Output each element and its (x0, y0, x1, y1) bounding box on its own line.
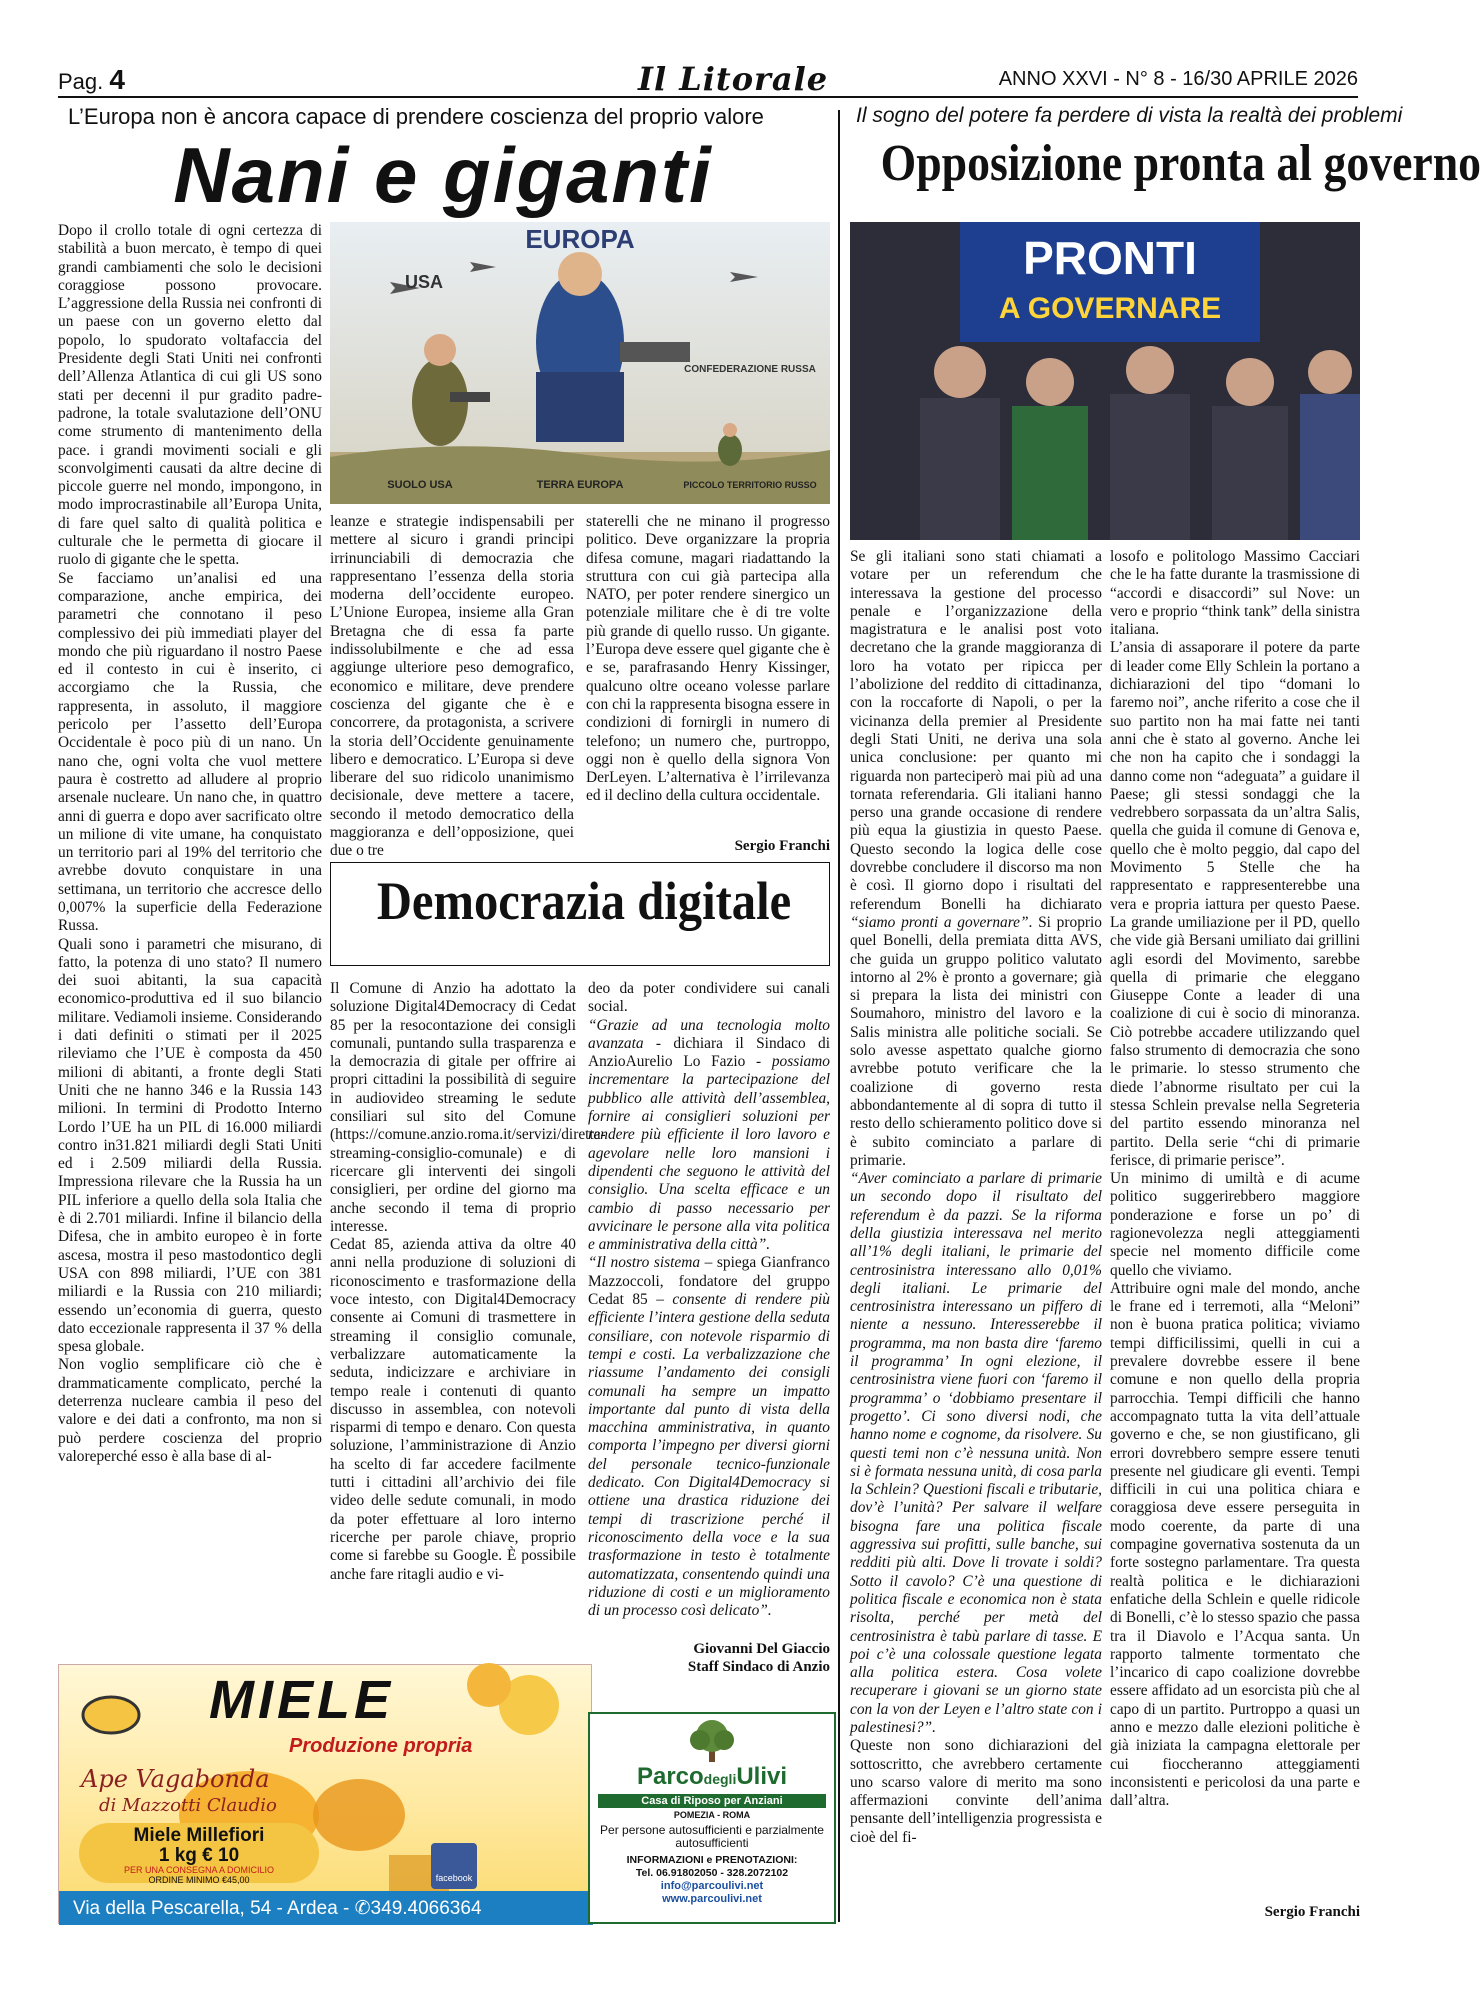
article1-cartoon (330, 222, 830, 504)
ad-miele-subtitle: Produzione propria (289, 1735, 473, 1757)
cartoon-ground-russia: PICCOLO TERRITORIO RUSSO (683, 480, 817, 490)
ad-parco-email[interactable]: info@parcoulivi.net (660, 1880, 764, 1892)
cartoon-label-usa: USA (404, 272, 444, 292)
page-header (58, 60, 1358, 98)
article2-signature: Giovanni Del Giaccio Staff Sindaco di Anzio (687, 1641, 830, 1675)
ad-parco-desc: Per persone autosufficienti e parzialmente autosufficienti (600, 1823, 824, 1850)
article3-signature: Sergio Franchi (1264, 1904, 1360, 1920)
article3-kicker: Il sogno del potere fa perdere di vista la realtà dei problemi (856, 104, 1403, 127)
article1-column-3: staterelli che ne minano il progresso politico. Deve organizzare la propria difesa comune, magari riadattando la struttura con cui già partecipa alla NATO, per poter rendere sinergico un potenziale militare che è di tre volte più grande di quello russo. Un gigante. l’Europa deve essere quel gigante che è e se, parafrasando Henry Kissinger, qualcuno oltre oceano volesse parlare con chi la rappresenta bisogna essere in condizioni di fornirgli in numero di telefono; un numero che, purtroppo, oggi non è quello della signora Von DerLeyen. L’alternativa è l’irrilevanza ed il declino della cultura occidentale. (586, 513, 830, 805)
article3-column-1: Se gli italiani sono stati chiamati a votare per un referendum che interessava la gestione del processo penale e l’organizzazione della magistratura e le analisi post voto decretano che la grande maggioranza di loro ha votato per ripicca per l’abolizione del reddito di cittadinanza, con la roccaforte di Napoli, o per la vicinanza della premier al Presidente degli Stati Uniti, ne deriva una sola unica conclusione: per quanto mi riguarda non parteciperò mai più ad una tornata referendaria. Gli italiani hanno perso una grande occasione di rendere più equa la giustizia in questo Paese. Questo secondo la logica delle cose dovrebbe concludere il discorso ma non è così. Il giorno dopo i risultati del referendum Bonelli ha dichiarato “siamo pronti a governare”. Si proprio quel Bonelli, della premiata ditta AVS, che guida un gruppo politico valutato intorno al 2% è pronto a governare; già si prepara la lista dei ministri con Soumahoro, ministro del lavoro e la Salis ministra alle politiche sociali. Se solo avesse aspettato qualche giorno avrebbe potuto verificare che la coalizione di governo resta abbondantemente al di sopra di tutto il resto dello schieramento politico dove si è subito cominciato a parlare di primarie. “Aver cominciato a parlare di primarie un secondo dopo il risultato del referendum è da pazzi. Se la riforma della giustizia interessava nel merito all’1% degli italiani, le primarie del centrosinistra interessano allo 0,01% degli italiani. Le primarie del centrosinistra interessano un piffero di niente a nessuno. Interesserebbe il programma, ma non basta dire ‘faremo il programma’ In ogni elezione, il centrosinistra viene fuori con ‘faremo il programma’ o ‘dobbiamo presentare il progetto’. Ci sono diversi nodi, che hanno nome e cognome, da risolvere. Su questi temi non c’è nessuna unità. Non si è formata nessuna unità, di cosa parla la Schlein? Questioni fiscali e tributarie, dov’è l’unità? Per salvare il welfare bisogna fare una politica fiscale aggressiva sui profitti, sulle banche, sui redditi più alti. Dove li trovate i soldi? Sotto il cavolo? C’è una questione di politica fiscale e economica non è stata risolta, perché per metà del centrosinistra è tabù parlare di tasse. E poi c’è una colossale questione legata alla politica estera. Cosa volete recuperare i giovani se un giorno state con la von der Leyen e l’altro state con i palestinesi?”. Queste non sono dichiarazioni del sottoscritto, che avrebbero certamente uno scarso valore di merito ma sono affermazioni convinte dell’anima pensante dell’intelligenzia progressista e cioè del fi- (850, 548, 1102, 1846)
ad-parco-phones: Tel. 06.91802050 - 328.2072102 (635, 1867, 789, 1879)
ad-parco-name: ParcodegliUlivi (636, 1763, 788, 1790)
article3-column-2: losofo e politologo Massimo Cacciari che le ha fatte durante la trasmissione di “accordi e disaccordi” sul Nove: un vero e proprio “think tank” della sinistra italiana. L’ansia di assaporare il potere da parte di leader come Elly Schlein la portano a dichiarazioni del tipo “domani lo faremo noi”, anche riferito a cose che il suo partito non ha mai fatte nei tanti anni che è stato al governo. Anche lei che non ha capito che i sondaggi la danno come non “adeguata” a guidare il Paese; gli stessi sondaggi che la vedrebbero sorpassata da un’altra Salis, quella che guida il comune di Genova e, quello che è molto peggio, dal capo del Movimento 5 Stelle che ha rappresentato e rappresenterebbe una vera e propria iattura per questo Paese. La grande umiliazione per il PD, quello che vide già Bersani umiliato dai grillini agli esordi del Movimento, sarebbe quella di primarie che eleggano Giuseppe Conte a leader di una coalizione di cui è socio di minoranza. Ciò potrebbe accadere utilizzando quel falso strumento di democrazia che sono le primarie. lo stesso strumento che diede l’abnorme risultato per cui la stessa Schlein prevalse nella Segreteria del partito essendo minoranza nel partito. Della serie “chi di primarie ferisce, di primarie perisce”. Un minimo di umiltà e di acume politico suggerirebbero maggiore ponderazione e forse un po’ di ragionevolezza negli atteggiamenti specie nel momento difficile come quello che viviamo. Attribuire ogni male del mondo, anche le frane ed i terremoti, alla “Meloni” non è buona pratica politica; viviamo tempi difficilissimi, quelli in cui a prevalere dovrebbe essere il bene comune e non quello della propria parrocchia. Tempi difficili che hanno accompagnato tutta la vita dell’attuale governo e che, se non giustificano, gli errori dovrebbero sempre essere tenuti presente nel giudicare gli eventi. Tempi difficili in cui una politica chiara e coraggiosa deve essere perseguita in modo coerente, da parte di una compagine governativa sostenuta da un forte sostegno parlamentare. Tra questa realtà politica e le dichiarazioni enfatiche della Schlein e quelle ridicole di Bonelli, c’è lo stesso spazio che passa tra il Diavolo e l’Acqua santa. Un rapporto talmente tormentato che l’incarico di capo coalizione dovrebbe essere affidato ad un esorcista più che al capo di un partito. Purtroppo a quasi un anno e mezzo dalle elezioni politiche è già iniziata la campagna elettorale per cui fioccheranno atteggiamenti inconsistenti e pericolosi da una parte e dall’altra. (1110, 548, 1360, 1810)
ad-parco-subtitle: Casa di Riposo per Anziani (598, 1794, 826, 1808)
ad-miele-brand: Ape Vagabonda (81, 1765, 270, 1793)
masthead: Il Litorale (638, 60, 829, 98)
page-number: Pag. 4 (58, 64, 125, 95)
ad-miele-owner: di Mazzotti Claudio (99, 1795, 277, 1816)
article1-signature: Sergio Franchi (734, 838, 830, 854)
article1-kicker: L’Europa non è ancora capace di prendere coscienza del proprio valore (68, 104, 764, 129)
article2-column-1: Il Comune di Anzio ha adottato la soluzione Digital4Democracy di Cedat 85 per la resocontazione dei consigli comunali, puntando sulla trasparenza e la democrazia di gitale per offrire ai propri cittadini la possibilità di seguire in audiovideo streaming le sedute consiliari sul sito del Comune (https://comune.anzio.roma.it/servizi/diretta-streaming-consiglio-comunale) e di ricercare gli interventi dei singoli consiglieri, per ordine del giorno ma anche secondo il tema di proprio interesse. Cedat 85, azienda attiva da oltre 40 anni nella produzione di soluzioni di riconoscimento e trasformazione della voce intesto, con Digital4Democracy consente ai Comuni di trasmettere in streaming il consiglio comunale, verbalizzare automaticamente la seduta, indicizzare e archiviare in tempo reale i contenuti di quanto discusso in assemblea, con notevoli risparmi di tempo e denaro. Con questa soluzione, l’amministrazione di Anzio ha scelto di far accedere facilmente tutti i cittadini all’archivio dei file video delle sedute comunali, in modo da poter effettuare al loro interno ricerche per parole chiave, proprio come si farebbe su Google. È possibile anche fare ritagli audio e vi- (330, 980, 606, 1583)
ad-miele-title: MIELE (209, 1670, 395, 1730)
ad-parco-place: POMEZIA - ROMA (673, 1810, 751, 1820)
ad-parco-website[interactable]: www.parcoulivi.net (662, 1893, 762, 1905)
article2-column-2: deo da poter condividere sui canali social. “Grazie ad una tecnologia molto avanzata - dichiara il Sindaco di AnzioAurelio Lo Fazio - possiamo incrementare la partecipazione del pubblico alle attività dell’assemblea, fornire ai consiglieri soluzioni per rendere più efficiente il loro lavoro e agevolare nelle loro mansioni i dipendenti che seguono le attività del consiglio. Una scelta efficace e un cambio di passo necessario per avvicinare le persone alla vita politica e amministrativa della città”. “Il nostro sistema – spiega Gianfranco Mazzoccoli, fondatore del gruppo Cedat 85 – consente di rendere più efficiente l’intera gestione della seduta consiliare, con notevole risparmio di tempi e costi. La verbalizzazione che riassume l’andamento dei consigli comunali ha sempre un impatto importante dal punto di vista della macchina amministrativa, in quanto comporta l’impegno per diversi giorni del personale tecnico-funzionale dedicato. Con Digital4Democracy si ottiene una drastica riduzione dei tempi di trascrizione perché il riconoscimento della voce e la sua trasformazione in testo è totalmente automatizzata, consentendo quindi una riduzione di costi e un miglioramento di un processo così delicato”. (588, 980, 830, 1620)
olive-tree-icon (682, 1718, 742, 1764)
column-divider (838, 110, 840, 1922)
ad-parco-ulivi[interactable] (588, 1712, 836, 1924)
cartoon-label-europa: EUROPA (525, 224, 635, 254)
article1-column-1: Dopo il crollo totale di ogni certezza di stabilità a buon mercato, è tempo di quei grandi cambiamenti che solo le decisioni coraggiose possono provocare. L’aggressione della Russia nei confronti di un paese con un governo eletto dal popolo, lo spudorato voltafaccia del Presidente degli Stati Uniti nei confronti dell’Allenza Atlantica di cui gli US sono stati per decenni il pur gradito padre-padrone, la totale svalutazione dell’ONU come strumento di mantenimento della pace. i grandi movimenti sociali e gli sconvolgimenti causati da altre decine di piccole guerre nel mondo, impongono, in modo improcrastinabile all’Europa Unita, di fare quel salto di qualità politica e culturale che le permetta di giocare il ruolo di gigante che le spetta. Se facciamo un’analisi ed una comparazione, anche empirica, dei parametri che connotano il peso complessivo dei più immediati player del mondo che più riguardano il nostro Paese ed il contesto in cui è inserito, ci accorgiamo che la Russia, che rappresenta, in assoluto, il maggiore pericolo per l’assetto dell’Europa Occidentale è poco più di un nano. Un nano che, ogni volta che vuol mettere paura è costretto ad alludere al proprio arsenale nucleare. Un nano che, in quattro anni di guerra e dopo aver sacrificato oltre un milione di vite umane, ha conquistato un territorio pari al 19% del territorio che avrebbe dovuto conquistare in una settimana, un territorio che accresce dello 0,007% la superficie della Federazione Russa. Quali sono i parametri che misurano, di fatto, la potenza di uno stato? Il numero dei suoi abitanti, la sua capacità economico-produttiva ed il suo bilancio militare. Vediamoli insieme. Considerando i dati definiti o stimati per il 2025 rileviamo che l’UE è composta da 450 milioni di abitanti, a fronte degli Stati Uniti che ne hanno 346 e la Russia 143 milioni. In termini di Prodotto Interno Lordo l’UE ha un PIL di 16.000 miliardi contro in31.821 miliardi degli Stati Uniti ed i 2.509 miliardi della Russia. Impressiona rilevare che la Russia ha un PIL inferiore a quello della sola Italia che è di 2.701 miliardi. Infine il bilancio della Difesa, che in ambito europeo è in forte ascesa, mostra il peso mastodontico degli USA con 898 miliardi, l’UE con 381 miliardi e la Russia con 210 miliardi; essendo un’economia di guerra, questo dato eccezionale rappresenta il 37 % della spesa globale. Non voglio semplificare ciò che è drammaticamente complicato, perché la deterrenza nucleare cambia il peso del valore e dei dati a confronto, ma non si può perdere coscienza del proprio valoreperché esso è alla base di al- (58, 222, 322, 1465)
cartoon-label-russia: CONFEDERAZIONE RUSSA (684, 364, 816, 375)
ad-parco-info-label: INFORMAZIONI e PRENOTAZIONI: (626, 1854, 798, 1866)
article3-photo (850, 222, 1360, 540)
article2-title: Democrazia digitale (376, 871, 792, 931)
ad-miele-price-badge: Miele Millefiori 1 kg € 10 PER UNA CONSEGNA A DOMICILIO ORDINE MINIMO €45,00 (79, 1823, 319, 1883)
article1-title: Nani e giganti (173, 131, 713, 219)
ad-miele-address: Via della Pescarella, 54 - Ardea - ✆349.4066364 (59, 1891, 593, 1925)
cartoon-ground-europa: TERRA EUROPA (536, 479, 624, 491)
facebook-icon[interactable]: facebook (431, 1843, 477, 1889)
article1-column-2: leanze e strategie indispensabili per mettere al sicuro i grandi principi irrinunciabili di democrazia che rappresentano l’essenza della storia moderna dell’occidente europeo. L’Unione Europea, insieme alla Gran Bretagna che di essa fa parte indissolubilmente e che ad essa aggiunge ulteriore peso demografico, economico e militare, deve prendere coscienza del gigante che è e concorrere, da protagonista, a scrivere la storia dell’Occidente genuinamente libero e democratico. L’Europa si deve liberare del suo ridicolo unanimismo decisionale, deve mettere a tacere, secondo il metodo democratico della maggioranza e dell’opposizione, quei due o tre (330, 513, 574, 860)
photo-banner-pronti: PRONTI (1023, 232, 1197, 284)
ad-miele[interactable] (58, 1664, 592, 1924)
cartoon-ground-usa: SUOLO USA (387, 479, 453, 491)
issue-info: ANNO XXVI - N° 8 - 16/30 APRILE 2026 (998, 68, 1358, 90)
article3-title: Opposizione pronta al governo (880, 135, 1481, 192)
photo-banner-governare: A GOVERNARE (998, 292, 1222, 325)
